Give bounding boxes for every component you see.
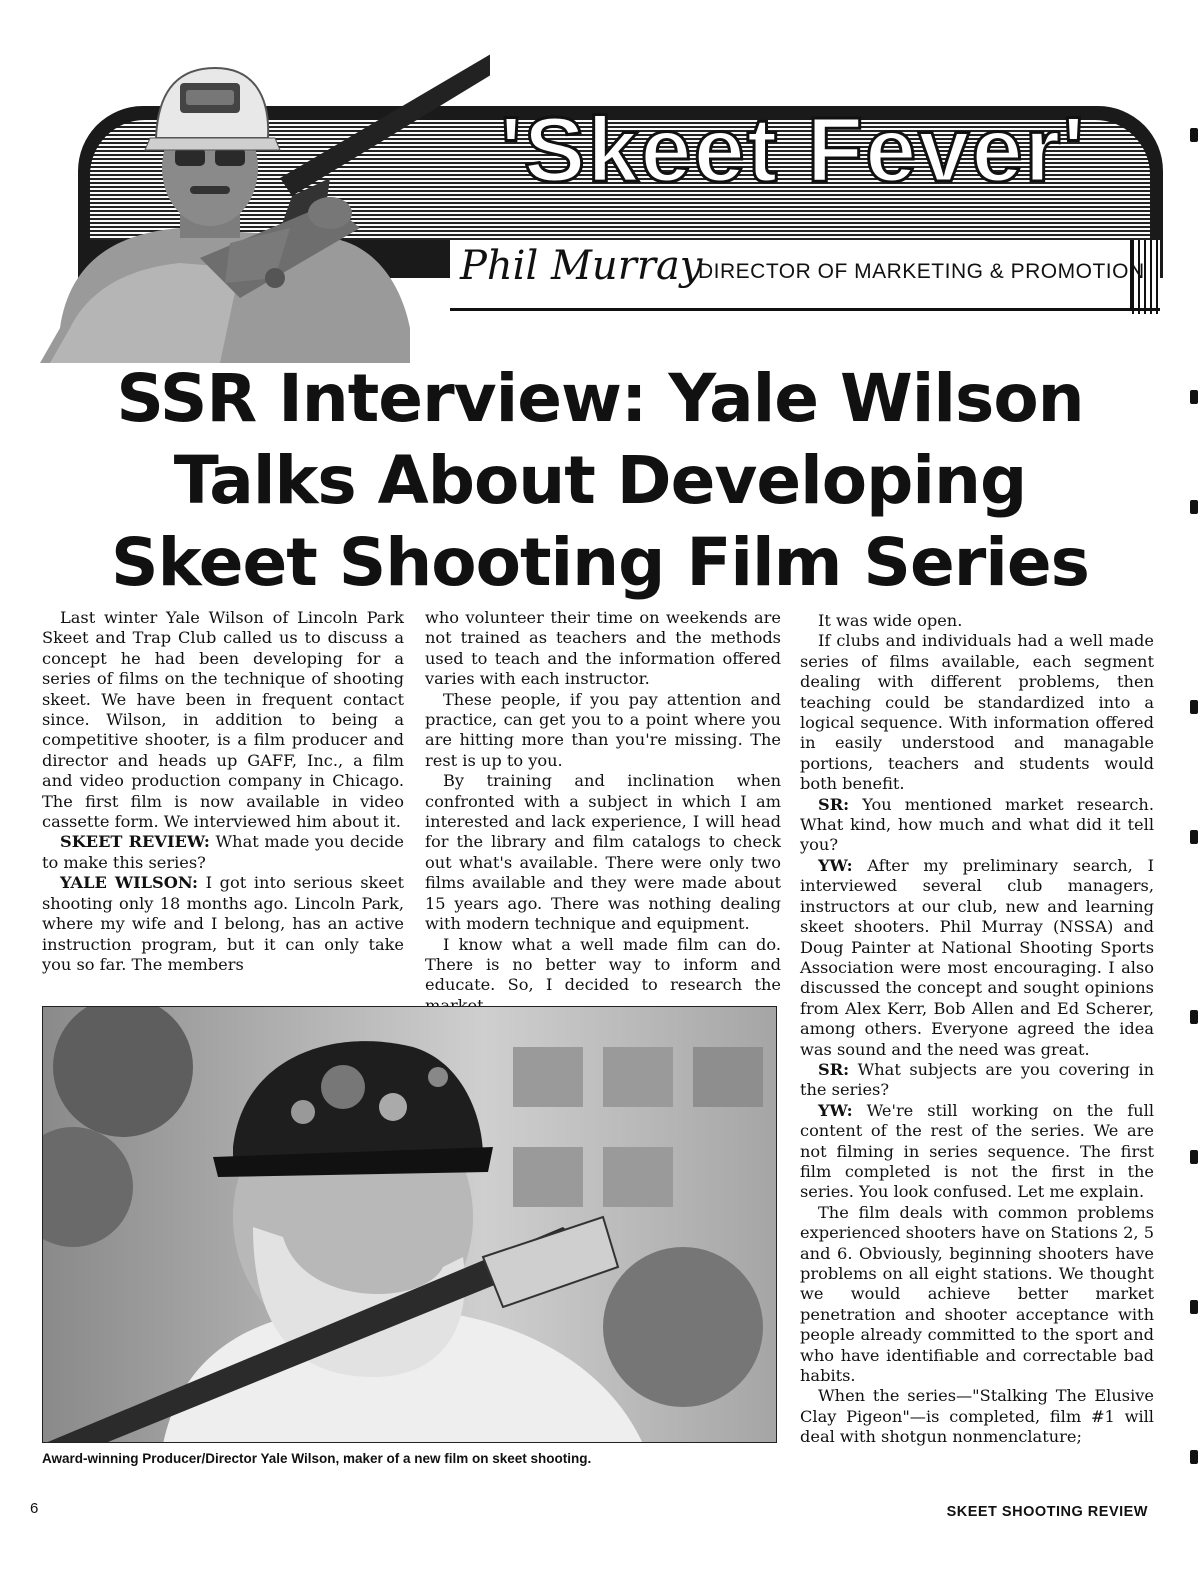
paragraph: It was wide open. [818,611,963,630]
page-number: 6 [30,1500,39,1517]
paragraph: When the series—"Stalking The Elusive Clay Pigeon"—is completed, film #1 will deal with shotgun nonmenclature; [800,1386,1154,1447]
byline-underline [450,308,1160,311]
scan-edge-mark [1190,1300,1198,1314]
paragraph: These people, if you pay attention and practice, can get you to a point where you are hitting more than you're missing. The rest is up to you. [425,689,781,770]
paragraph: If clubs and individuals had a well made series of films available, each segment dealing with different problems, then teaching could be standardized into a logical sequence. With information offered in easily understood and managable portions, teachers and students would both benefit. [800,631,1154,794]
speaker-label: YALE WILSON: [60,873,199,893]
scan-edge-mark [1190,1450,1198,1464]
speaker-label: YW: [818,855,853,875]
paragraph: who volunteer their time on weekends are not trained as teachers and the methods used to teach and the information offered varies with each instructor. [425,608,781,689]
paragraph-text: What made you decide to make this series? [42,832,405,872]
paragraph-text: What subjects are you covering in the series? [800,1059,1154,1100]
article-column-1 [42,608,404,975]
scan-edge-mark [1190,128,1198,142]
magazine-name: SKEET SHOOTING REVIEW [946,1504,1148,1520]
paragraph: By training and inclination when confronted with a subject in which I am interested and lack experience, I will head for the library and film catalogs to check out what's available. There were only two films available and they were made about 15 years ago. There was nothing dealing with modern technique and equipment. [425,771,781,934]
speaker-label: YW: [818,1100,853,1120]
article-column-3 [800,611,1154,1448]
scan-edge-mark [1190,500,1198,514]
author-role: DIRECTOR OF MARKETING & PROMOTION [698,260,1145,283]
scan-edge-mark [1190,1010,1198,1024]
photo-image [43,1007,777,1443]
paragraph [800,856,1154,1060]
scan-edge-mark [1190,1150,1198,1164]
paragraph [800,1060,1154,1101]
paragraph-text: You mentioned market research. What kind, how much and what did it tell you? [800,794,1154,855]
paragraph-text: We're still working on the full content of the rest of the series. We are not filming in series sequence. The first film completed is not the first in the series. You look confused. Let me explain. [800,1100,1154,1202]
column-masthead [30,28,1165,363]
paragraph [42,873,404,975]
column-title: 'Skeet Fever' [500,99,1087,201]
headline-line-2: Talks About Developing [173,442,1027,519]
paragraph: I know what a well made film can do. There is no better way to inform and educate. So, I decided to research the [425,934,781,995]
speaker-label: SR: [818,1059,850,1079]
photo-caption: Award-winning Producer/Director Yale Wilson, maker of a new film on skeet shooting. [42,1451,592,1466]
article-headline [100,358,1100,604]
scan-edge-mark [1190,390,1198,404]
paragraph [42,832,404,873]
columnist-photo [30,28,490,363]
paragraph [800,1101,1154,1203]
headline-line-3: Skeet Shooting Film Series [111,524,1089,601]
article-photo [42,1006,777,1443]
headline-line-1: SSR Interview: Yale Wilson [116,360,1084,437]
scan-edge-mark [1190,830,1198,844]
paragraph: Last winter Yale Wilson of Lincoln Park Skeet and Trap Club called us to discuss a concept he had been developing for a series of films on the technique of shooting skeet. We have been in frequent contact since. Wilson, in addition to being a competitive shooter, is a film producer and director and heads up GAFF, Inc., a film and video production company in Chicago. The first film is now available in video cassette form. We interviewed him about it. [42,608,404,832]
scan-edge-mark [1190,700,1198,714]
article-column-2 [425,608,781,1016]
author-signature: Phil Murray [460,243,703,289]
speaker-label: SR: [818,794,850,814]
paragraph [800,795,1154,856]
paragraph-text: I got into serious skeet shooting only 18 months ago. Lincoln Park, where my wife and I belong, has an active instruction program, but it can only take you so far. The members [42,873,404,974]
speaker-label: SKEET REVIEW: [60,832,210,852]
paragraph-text: After my preliminary search, I interviewed several club managers, instructors at our club, new and learning skeet shooters. Phil Murray (NSSA) and Doug Painter at National Shooting Sports Association were most encouraging. I also discussed the concept and sought opinions from Alex Kerr, Bob Allen and Ed Scherer, among others. Everyone agreed the idea was sound and the need was great. [800,855,1154,1059]
paragraph: The film deals with common problems experienced shooters have on Stations 2, 5 and 6. Obviously, beginning shooters have problems on all eight stations. We thought we would achieve better market penetration and shooter acceptance with people already committed to the sport and who have identifiable and correctable bad habits. [800,1202,1154,1386]
